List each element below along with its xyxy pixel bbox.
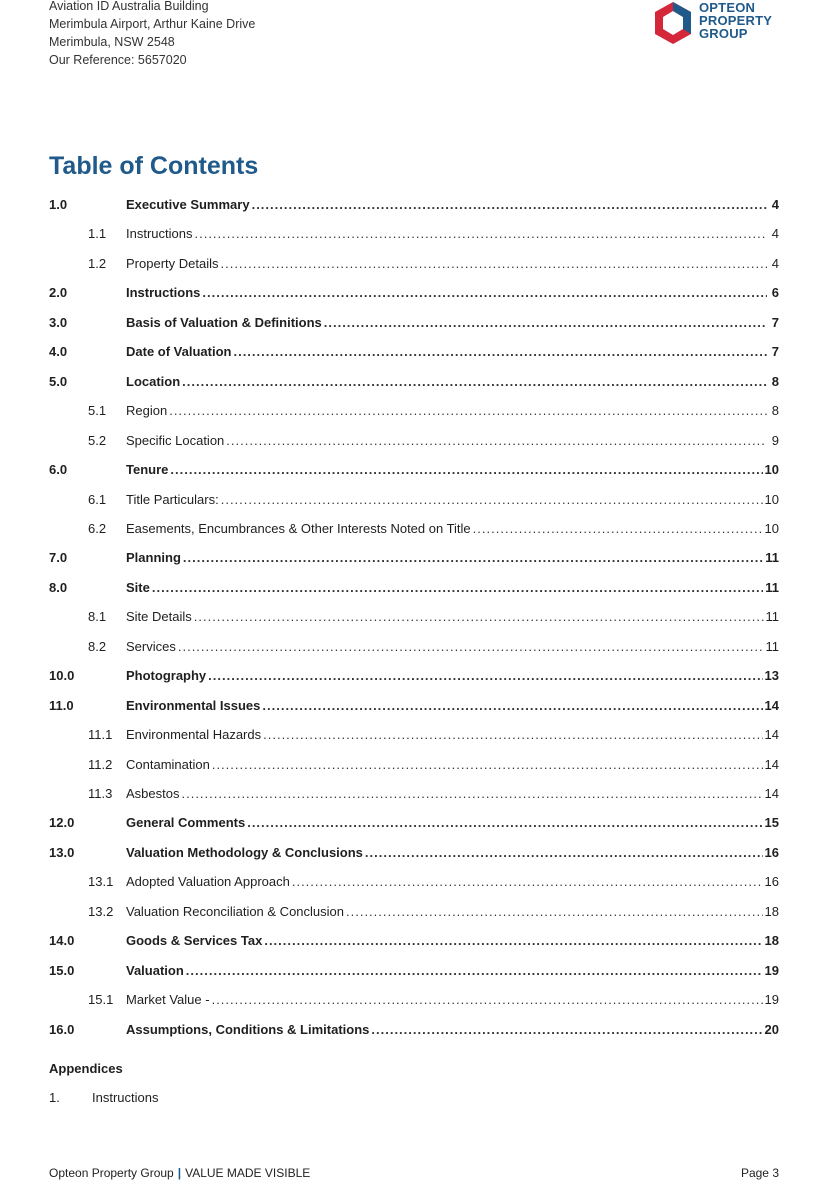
toc-entry-label: Title Particulars: <box>126 491 219 507</box>
logo-line: PROPERTY <box>699 13 773 28</box>
toc-entry-leader <box>183 550 763 565</box>
opteon-hexagon-icon <box>651 0 695 46</box>
toc-entry-label: Planning <box>126 550 181 566</box>
toc-entry-label: Contamination <box>126 756 210 772</box>
toc-entry-number: 5.1 <box>88 403 107 419</box>
toc-entry-leader <box>263 727 762 742</box>
toc-entry-label: Site <box>126 579 150 595</box>
toc-entry-page: 15 <box>764 815 779 831</box>
toc-entry[interactable] <box>49 403 779 418</box>
toc-entry-label: Asbestos <box>126 786 180 801</box>
toc-entry-number: 13.1 <box>88 874 114 890</box>
toc-entry[interactable] <box>49 933 779 948</box>
toc-entry-page: 11 <box>765 550 779 566</box>
toc-entry-number: 11.1 <box>88 727 113 743</box>
footer-separator: | <box>177 1166 182 1180</box>
toc-entry-label: Adopted Valuation Approach <box>126 874 290 890</box>
toc-entry-number: 13.2 <box>88 903 114 919</box>
toc-entry-number: 8.2 <box>88 638 107 654</box>
toc-entry-label: Site Details <box>126 609 192 625</box>
toc-entry[interactable] <box>49 374 779 389</box>
toc-entry-number: 1.0 <box>49 197 68 212</box>
toc-entry-label: Goods & Services Tax <box>126 933 263 949</box>
page-footer <box>49 1166 779 1180</box>
toc-entry-number: 6.0 <box>49 462 68 478</box>
page-title: Table of Contents <box>49 152 259 180</box>
toc-entry-label: Property Details <box>126 255 219 271</box>
toc-entry-page: 18 <box>764 933 779 949</box>
header-address <box>49 0 255 69</box>
toc-entry-leader <box>152 580 763 595</box>
toc-entry-label: Basis of Valuation & Definitions <box>126 314 322 330</box>
toc-entry-page: 9 <box>771 432 779 448</box>
toc-entry-label: Environmental Hazards <box>126 727 262 743</box>
toc-entry-number: 14.0 <box>49 933 75 949</box>
logo-wordmark <box>699 1 772 40</box>
toc-entry-leader <box>292 874 763 889</box>
toc-entry-leader <box>371 1022 762 1037</box>
toc-entry[interactable] <box>49 492 779 507</box>
toc-entry-page: 7 <box>771 314 779 330</box>
toc-entry-page: 13 <box>764 668 779 684</box>
toc-entry-leader <box>169 403 767 418</box>
toc-entry[interactable] <box>49 197 779 212</box>
toc-entry-leader <box>262 698 762 713</box>
toc-entry[interactable] <box>49 285 779 300</box>
toc-entry-leader <box>220 256 767 271</box>
toc-entry[interactable] <box>49 963 779 978</box>
toc-entry-label: Date of Valuation <box>126 344 232 360</box>
toc-entry-label: Valuation Methodology & Conclusions <box>126 844 363 860</box>
toc-entry-number: 4.0 <box>49 344 68 360</box>
toc-entry-page: 20 <box>764 1021 779 1037</box>
toc-entry-leader <box>208 668 762 683</box>
toc-entry[interactable] <box>49 698 779 713</box>
toc-entry[interactable] <box>49 1022 779 1037</box>
toc-entry-page: 16 <box>764 874 779 890</box>
toc-entry-page: 10 <box>764 491 779 507</box>
toc-entry-page: 11 <box>765 638 779 654</box>
toc-entry-leader <box>233 344 767 359</box>
appendix-item[interactable] <box>49 1090 158 1105</box>
toc-entry[interactable] <box>49 757 779 772</box>
toc-entry-number: 15.1 <box>88 992 114 1008</box>
toc-entry-label: Executive Summary <box>126 197 250 212</box>
toc-entry-leader <box>186 963 763 978</box>
toc-entry-number: 5.0 <box>49 373 68 389</box>
footer-company: Opteon Property Group <box>49 1166 174 1180</box>
toc-entry[interactable] <box>49 609 779 624</box>
toc-entry-page: 14 <box>764 727 779 743</box>
toc-entry-label: Instructions <box>126 226 193 242</box>
toc-entry-page: 7 <box>771 344 779 360</box>
toc-entry-page: 4 <box>771 197 779 212</box>
toc-entry[interactable] <box>49 580 779 595</box>
toc-entry-number: 5.2 <box>88 432 107 448</box>
toc-entry-leader <box>365 845 763 860</box>
appendix-label: Instructions <box>92 1090 159 1105</box>
toc-entry-leader <box>212 992 763 1007</box>
toc-entry-page: 14 <box>764 697 779 713</box>
toc-entry-page: 10 <box>764 462 779 478</box>
toc-entry-leader <box>247 815 762 830</box>
toc-entry-label: Valuation Reconciliation & Conclusion <box>126 903 344 919</box>
toc-entry-leader <box>182 374 767 389</box>
toc-entry-leader <box>264 933 762 948</box>
toc-entry-leader <box>252 197 767 212</box>
toc-entry[interactable] <box>49 874 779 889</box>
toc-entry-leader <box>346 904 763 919</box>
address-line: Aviation ID Australia Building <box>49 0 209 13</box>
toc-entry-page: 4 <box>771 226 779 242</box>
toc-entry[interactable] <box>49 786 779 801</box>
toc-entry-page: 19 <box>764 962 779 978</box>
toc-entry-label: Environmental Issues <box>126 697 261 713</box>
toc-entry-leader <box>221 492 763 507</box>
toc-entry-number: 15.0 <box>49 962 75 978</box>
toc-entry-label: Market Value - <box>126 992 210 1008</box>
toc-entry[interactable] <box>49 992 779 1007</box>
company-logo <box>651 0 791 48</box>
logo-line: GROUP <box>699 26 748 41</box>
toc-entry-leader <box>178 639 764 654</box>
toc-entry-number: 10.0 <box>49 668 75 684</box>
toc-entry-label: Specific Location <box>126 432 225 448</box>
toc-entry-page: 8 <box>771 373 779 389</box>
toc-entry-leader <box>194 226 767 241</box>
toc-entry-number: 13.0 <box>49 844 75 860</box>
toc-entry-label: Region <box>126 403 168 419</box>
toc-entry-leader <box>212 757 763 772</box>
footer-page-number: Page 3 <box>740 1166 779 1180</box>
toc-entry[interactable] <box>49 668 779 683</box>
toc-entry[interactable] <box>49 904 779 919</box>
toc-entry-label: Instructions <box>126 285 201 301</box>
toc-entry-leader <box>170 462 762 477</box>
address-line: Merimbula, NSW 2548 <box>49 35 175 49</box>
toc-entry-number: 7.0 <box>49 550 68 566</box>
toc-entry-number: 11.3 <box>88 786 113 801</box>
toc-entry-leader <box>473 521 763 536</box>
toc-entry-page: 6 <box>771 285 779 301</box>
toc-entry-page: 8 <box>771 403 779 419</box>
toc-entry-number: 1.1 <box>88 226 107 242</box>
toc-entry[interactable] <box>49 550 779 565</box>
toc-entry-page: 10 <box>764 520 779 536</box>
footer-left <box>49 1166 310 1180</box>
toc-entry[interactable] <box>49 639 779 654</box>
appendix-number: 1. <box>49 1090 60 1105</box>
toc-entry-number: 11.0 <box>49 697 74 713</box>
toc-entry[interactable] <box>49 521 779 536</box>
toc-entry-page: 14 <box>764 786 779 801</box>
toc-entry[interactable] <box>49 226 779 241</box>
toc-entry-number: 16.0 <box>49 1021 75 1037</box>
toc-entry-number: 6.2 <box>88 520 107 536</box>
toc-entry-number: 8.0 <box>49 579 68 595</box>
toc-entry-number: 12.0 <box>49 815 75 831</box>
toc-entry-label: Location <box>126 373 181 389</box>
toc-entry-label: Valuation <box>126 962 184 978</box>
toc-entry-leader <box>226 433 767 448</box>
address-line: Our Reference: 5657020 <box>49 53 187 67</box>
toc-entry[interactable] <box>49 256 779 271</box>
toc-entry[interactable] <box>49 727 779 742</box>
toc-entry-number: 1.2 <box>88 255 107 271</box>
toc-entry-page: 16 <box>764 844 779 860</box>
appendices-heading: Appendices <box>49 1061 123 1076</box>
toc-entry-label: Photography <box>126 668 207 684</box>
toc-entry-page: 14 <box>764 756 779 772</box>
toc-entry[interactable] <box>49 433 779 448</box>
toc-entry-page: 11 <box>765 609 779 625</box>
toc-entry-leader <box>324 315 767 330</box>
toc-entry[interactable] <box>49 462 779 477</box>
footer-tagline: VALUE MADE VISIBLE <box>185 1166 311 1180</box>
toc-entry-number: 8.1 <box>88 609 107 625</box>
toc-entry-number: 11.2 <box>88 756 113 772</box>
toc-entry-leader <box>181 786 762 801</box>
toc-entry-leader <box>194 609 764 624</box>
toc-entry-page: 11 <box>765 579 779 595</box>
logo-line: OPTEON <box>699 0 756 15</box>
toc-entry-label: General Comments <box>126 815 246 831</box>
toc-entry-leader <box>202 285 767 300</box>
toc-entry[interactable] <box>49 815 779 830</box>
toc-entry-number: 3.0 <box>49 314 68 330</box>
toc-entry-page: 18 <box>764 903 779 919</box>
toc-entry-number: 6.1 <box>88 491 107 507</box>
toc-entry-page: 4 <box>771 255 779 271</box>
toc-entry-label: Tenure <box>126 462 169 478</box>
toc-entry-label: Assumptions, Conditions & Limitations <box>126 1021 370 1037</box>
toc-entry-number: 2.0 <box>49 285 68 301</box>
toc-entry-page: 19 <box>764 992 779 1008</box>
address-line: Merimbula Airport, Arthur Kaine Drive <box>49 17 256 31</box>
toc-entry[interactable] <box>49 845 779 860</box>
toc-entry-label: Easements, Encumbrances & Other Interests Noted on Title <box>126 520 471 536</box>
toc-entry-label: Services <box>126 638 176 654</box>
toc-entry[interactable] <box>49 344 779 359</box>
toc-entry[interactable] <box>49 315 779 330</box>
